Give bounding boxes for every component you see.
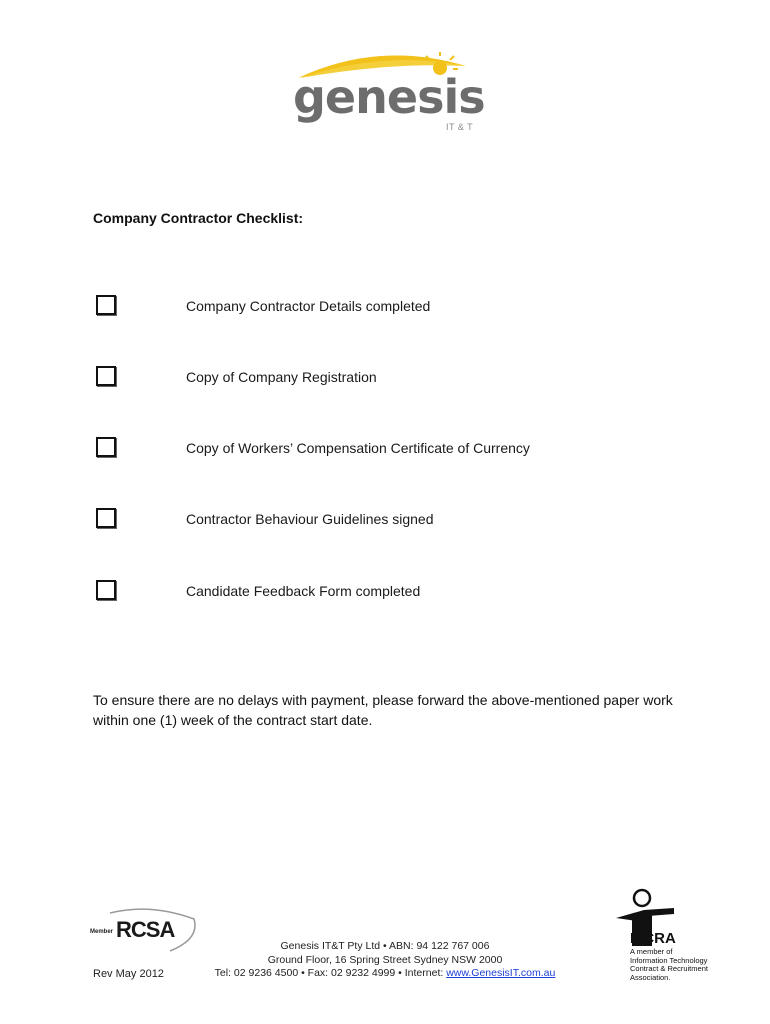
genesis-logo — [290, 48, 485, 136]
checkbox[interactable] — [96, 580, 116, 600]
checklist-item-label: Candidate Feedback Form completed — [186, 583, 421, 599]
itcra-wordmark: ITCRA — [630, 930, 676, 947]
footer-line-1: Genesis IT&T Pty Ltd • ABN: 94 122 767 006 — [280, 940, 490, 952]
checklist-item-label: Company Contractor Details completed — [186, 298, 431, 314]
website-link[interactable]: www.GenesisIT.com.au — [446, 967, 556, 979]
checklist-item-label: Copy of Company Registration — [186, 369, 377, 385]
company-footer — [200, 940, 570, 981]
checklist-item — [96, 508, 696, 532]
rcsa-logo — [90, 903, 200, 953]
itcra-caption-line: Information Technology — [630, 955, 708, 965]
rcsa-member-label: Member — [90, 929, 114, 935]
checklist-item-label: Contractor Behaviour Guidelines signed — [186, 511, 434, 527]
logo-wordmark: genesis — [293, 70, 485, 124]
checklist-item — [96, 295, 696, 319]
checklist-item-label: Copy of Workers’ Compensation Certificate of Currency — [186, 440, 530, 456]
itcra-caption-line: Contract & Recruitment — [630, 964, 708, 973]
checklist-title: Company Contractor Checklist: — [93, 210, 304, 226]
footer-contact: Tel: 02 9236 4500 • Fax: 02 9232 4999 • Internet: — [214, 967, 447, 979]
rcsa-wordmark: RCSA — [116, 917, 175, 942]
footer-line-3 — [200, 967, 570, 981]
checkbox[interactable] — [96, 508, 116, 528]
checklist-item — [96, 366, 696, 390]
checkbox[interactable] — [96, 366, 116, 386]
checkbox[interactable] — [96, 437, 116, 457]
checklist-item — [96, 580, 696, 604]
itcra-caption-line: A member of — [630, 947, 673, 956]
checklist-item — [96, 437, 696, 461]
checkbox[interactable] — [96, 295, 116, 315]
revision-date: Rev May 2012 — [93, 968, 164, 980]
itcra-logo — [614, 888, 734, 988]
itcra-caption — [630, 948, 708, 982]
payment-note: To ensure there are no delays with payment, please forward the above-mentioned paper work within one (1) week of the contract start date. — [93, 692, 673, 728]
footer-line-2: Ground Floor, 16 Spring Street Sydney NSW 2000 — [267, 953, 503, 966]
itcra-caption-line: Association. — [630, 972, 671, 982]
logo-subtitle: IT & T — [446, 122, 474, 132]
